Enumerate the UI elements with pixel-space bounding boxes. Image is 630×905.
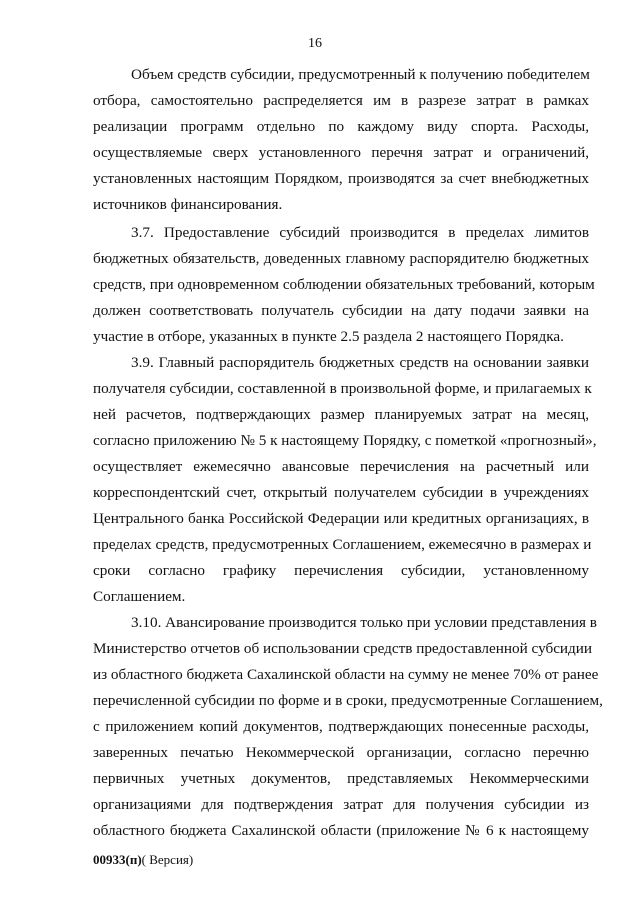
text-line: реализации программ отдельно по каждому виду спорта. Расходы, xyxy=(93,118,589,135)
text-line: осуществляемые сверх установленного перечня затрат и ограничений, xyxy=(93,144,589,161)
text-line: корреспондентский счет, открытый получателем субсидии в учреждениях xyxy=(93,484,589,501)
text-line: бюджетных обязательств, доведенных главному распорядителю бюджетных xyxy=(93,250,589,267)
text-line: получателя субсидии, составленной в произвольной форме, и прилагаемых к xyxy=(93,380,592,397)
text-line: установленных настоящим Порядком, производятся за счет внебюджетных xyxy=(93,170,589,187)
text-line: 3.9. Главный распорядитель бюджетных средств на основании заявки xyxy=(131,354,589,371)
page-number: 16 xyxy=(308,36,322,51)
text-line: должен соответствовать получатель субсидии на дату подачи заявки на xyxy=(93,302,589,319)
text-line: из областного бюджета Сахалинской области на сумму не менее 70% от ранее xyxy=(93,666,599,683)
text-line: Центрального банка Российской Федерации или кредитных организациях, в xyxy=(93,510,589,527)
text-line: пределах средств, предусмотренных Соглашением, ежемесячно в размерах и xyxy=(93,536,592,553)
text-line: первичных учетных документов, представляемых Некоммерческими xyxy=(93,770,589,787)
document-version: ( Версия) xyxy=(141,852,194,867)
text-line: согласно приложению № 5 к настоящему Порядку, с пометкой «прогнозный», xyxy=(93,432,597,449)
text-line: с приложением копий документов, подтверждающих понесенные расходы, xyxy=(93,718,589,735)
text-line: средств, при одновременном соблюдении обязательных требований, которым xyxy=(93,276,595,293)
text-line: перечисленной субсидии по форме и в сроки, предусмотренные Соглашением, xyxy=(93,692,603,709)
text-line: заверенных печатью Некоммерческой организации, согласно перечню xyxy=(93,744,589,761)
text-line: 3.7. Предоставление субсидий производится в пределах лимитов xyxy=(131,224,589,241)
text-line: источников финансирования. xyxy=(93,196,283,213)
text-line: Министерство отчетов об использовании средств предоставленной субсидии xyxy=(93,640,593,657)
document-code: 00933(п) xyxy=(93,852,142,867)
document-footer xyxy=(93,852,193,868)
text-line: 3.10. Авансирование производится только при условии представления в xyxy=(131,614,597,631)
text-line: участие в отборе, указанных в пункте 2.5 раздела 2 настоящего Порядка. xyxy=(93,328,564,345)
text-line: осуществляет ежемесячно авансовые перечисления на расчетный или xyxy=(93,458,589,475)
text-line: областного бюджета Сахалинской области (приложение № 6 к настоящему xyxy=(93,822,589,839)
text-line: Объем средств субсидии, предусмотренный к получению победителем xyxy=(131,66,590,83)
text-line: организациями для подтверждения затрат для получения субсидии из xyxy=(93,796,589,813)
text-line: Соглашением. xyxy=(93,588,186,605)
text-line: ней расчетов, подтверждающих размер планируемых затрат на месяц, xyxy=(93,406,589,423)
text-line: отбора, самостоятельно распределяется им в разрезе затрат в рамках xyxy=(93,92,589,109)
text-line: сроки согласно графику перечисления субсидии, установленному xyxy=(93,562,589,579)
